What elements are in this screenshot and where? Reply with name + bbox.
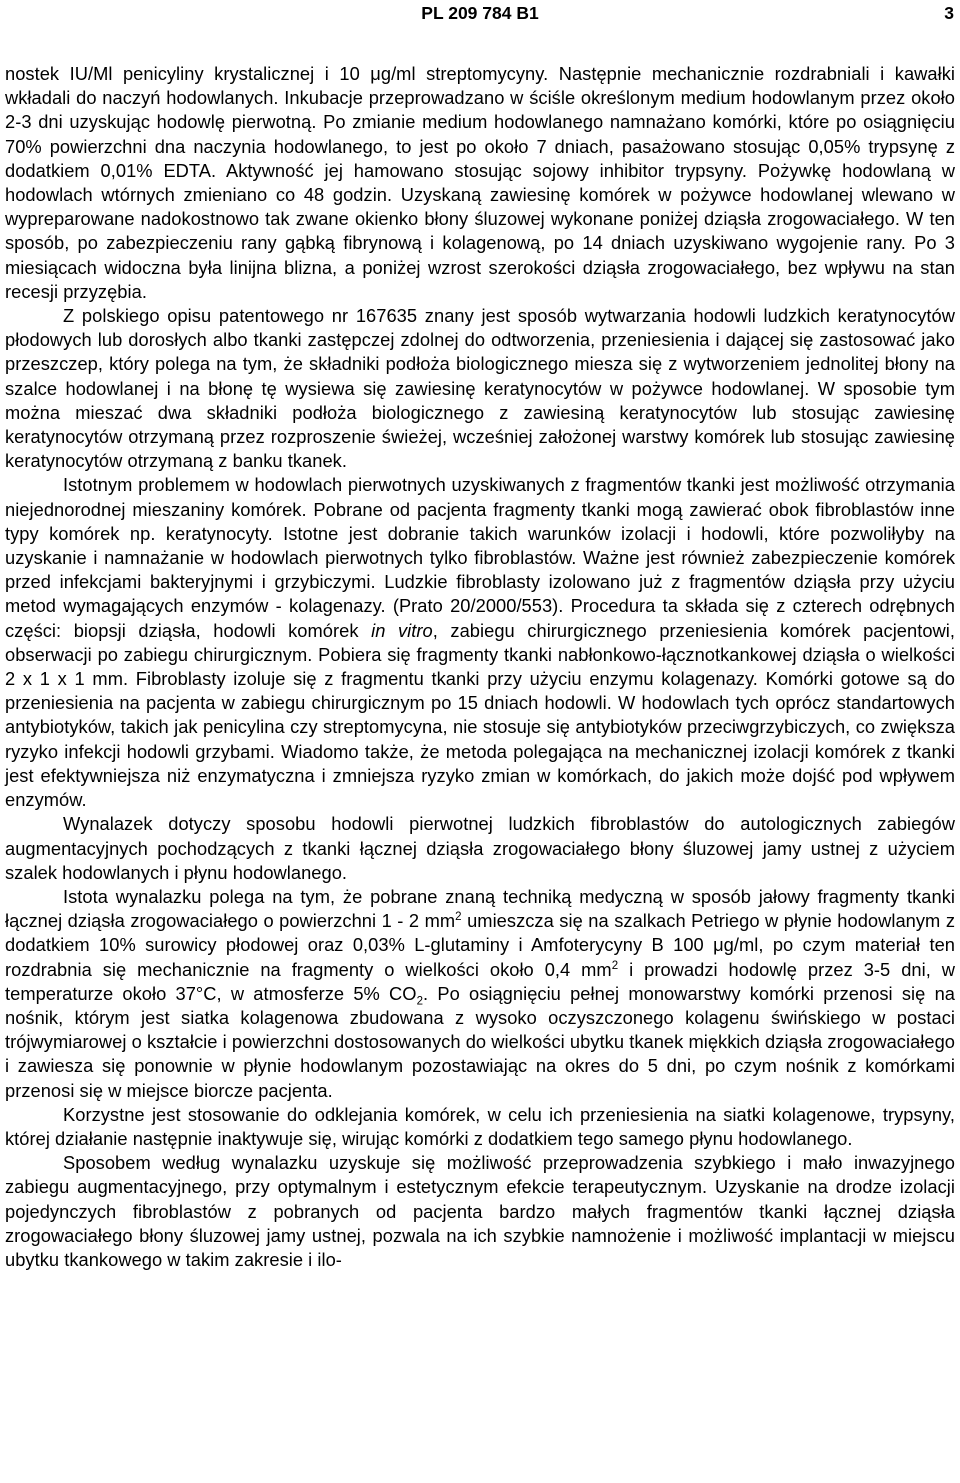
subscript: 2 [416, 995, 423, 1008]
text-segment: umieszcza się na szalkach Petriego w płynie hodowlanym z dodatkiem 10% surowicy płodowej oraz 0,03% L-glutaminy i Amfoterycyny B 100 μg/ml, po czym materiał ten rozdrabnia się mechanicznie na fragmenty o wielkości około 0,4 mm [5, 910, 955, 980]
paragraph [5, 1103, 955, 1151]
superscript: 2 [611, 959, 619, 972]
superscript: 2 [455, 911, 462, 924]
text-segment: i prowadzi hodowlę przez 3-5 dni, w temperaturze około 37°C, w atmosferze 5% CO [5, 958, 956, 1004]
paragraph [5, 812, 955, 885]
text-segment: Istota wynalazku polega na tym, że pobrane znaną techniką medyczną w sposób jałowy fragmenty tkanki łącznej dziąsła zrogowaciałego o powierzchni 1 - 2 mm [5, 885, 955, 932]
document-body [5, 62, 955, 1272]
text-segment: Wynalazek dotyczy sposobu hodowli pierwotnej ludzkich fibroblastów do autologicznych zabiegów augmentacyjnych pochodzących z tkanki łącznej dziąsła zrogowaciałego błony śluzowej jamy ustnej z użyciem szalek hodowlanych i płynu hodowlanego. [5, 813, 955, 883]
paragraph [5, 473, 955, 812]
page-header [0, 0, 960, 30]
text-segment: . Po osiągnięciu pełnej monowarstwy komórki przenosi się na nośnik, którym jest siatka kolagenowa zbudowana z wysoko oczyszczonego kolagenu świńskiego w postaci trójwymiarowej o kształcie i powierzchni dostosowanych do wielkości ubytku tkanek miękkich dziąsła zrogowaciałego i zawiesza się ponownie w płynie hodowlanym pozostawiając na okres do 5 dni, po czym nośnik z komórkami przenosi się w miejsce biorcze pacjenta. [5, 982, 955, 1101]
text-segment: , zabiegu chirurgicznego przeniesienia komórek pacjentowi, obserwacji po zabiegu chirurgicznym. Pobiera się fragmenty tkanki nabłonkowo-łącznotkankowej dziąsła o wielkości 2 x 1 x 1 mm. Fibroblasty izoluje się z fragmentu tkanki przy użyciu enzymu kolagenazy. Komórki gotowe są do przeniesienia na pacjenta w zabiegu chirurgicznym po 15 dniach hodowli. W hodowlach tych oprócz standartowych antybiotyków, takich jak penicylina czy streptomycyna, nie stosuje się antybiotyków przeciwgrzybiczych, co zwiększa ryzyko infekcji hodowli grzybami. Wiadomo także, że metoda polegająca na mechanicznej izolacji komórek z tkanki jest efektywniejsza niż enzymatyczna i zmniejsza ryzyko zmian w komórkach, do jakich może dojść pod wpływem enzymów. [5, 619, 955, 811]
patent-number: PL 209 784 B1 [421, 3, 539, 23]
text-segment: nostek IU/Ml penicyliny krystalicznej i 10 μg/ml streptomycyny. Następnie mechanicznie rozdrabniali i kawałki wkładali do naczyń hodowlanych. Inkubacje przeprowadzano w ściśle określonym medium hodowlanym przez około 2-3 dni uzyskując hodowlę pierwotną. Po zmianie medium hodowlanego namnażano komórki, które po osiągnięciu 70% powierzchni dna naczynia hodowlanego, to jest po około 7 dniach, pasażowano stosując 0,05% trypsynę z dodatkiem 0,01% EDTA. Aktywność jej hamowano stosując sojowy inhibitor trypsyny. Pożywkę hodowlaną w hodowlach wtórnych zmieniano co 48 godzin. Uzyskaną zawiesinę komórek w pożywce hodowlanej wlewano w wypreparowane nadokostnowo tak zwane okienko błony śluzowej wykonane poniżej dziąsła zrogowaciałego. W ten sposób, po zabezpieczeniu rany gąbką fibrynową i kolagenową, po 14 dniach uzyskiwano wygojenie rany. Po 3 miesiącach widoczna była linijna blizna, a poniżej wzrost szerokości dziąsła zrogowaciałego, bez wpływu na stan recesji przyzębia. [5, 63, 955, 302]
paragraph [5, 1151, 955, 1272]
page-number: 3 [944, 3, 954, 23]
text-segment: Korzystne jest stosowanie do odklejania komórek, w celu ich przeniesienia na siatki kolagenowe, trypsyny, której działanie następnie inaktywuje się, wirując komórki z dodatkiem tego samego płynu hodowlanego. [5, 1103, 955, 1149]
text-segment: Istotnym problemem w hodowlach pierwotnych uzyskiwanych z fragmentów tkanki jest możliwość otrzymania niejednorodnej mieszaniny komórek. Pobrane od pacjenta fragmenty tkanki mogą zawierać obok fibroblastów inne typy komórek np. keratynocyty. Istotne jest dobranie takich warunków izolacji i hodowli, które pozwoliłyby na uzyskanie i namnażanie w hodowlach pierwotnych tylko fibroblastów. Ważne jest również zabezpieczenie komórek przed infekcjami bakteryjnymi i grzybiczymi. Ludzkie fibroblasty izolowano już z fragmentów dziąsła przy użyciu metod wymagających enzymów - kolagenazy. (Prato 20/2000/553). Procedura ta składa się z czterech odrębnych części: biopsji dziąsła, hodowli komórek [5, 474, 955, 641]
paragraph [5, 885, 955, 1103]
text-segment: Sposobem według wynalazku uzyskuje się możliwość przeprowadzenia szybkiego i mało inwazyjnego zabiegu augmentacyjnego, przy optymalnym i estetycznym efekcie terapeutycznym. Uzyskanie na drodze izolacji pojedynczych fibroblastów z pobranych od pacjenta bardzo małych fragmentów tkanki łącznej dziąsła zrogowaciałego błony śluzowej jamy ustnej, pozwala na ich szybkie namnożenie i możliwość implantacji w miejscu ubytku tkankowego w takim zakresie i ilo- [5, 1152, 955, 1270]
paragraph [5, 304, 955, 473]
paragraph [5, 62, 955, 304]
italic-text: in vitro [371, 619, 433, 641]
text-segment: Z polskiego opisu patentowego nr 167635 znany jest sposób wytwarzania hodowli ludzkich keratynocytów płodowych lub dorosłych albo tkanki zastępczej zdolnej do odtworzenia, przeniesienia i dającej się zastosować jako przeszczep, który polega na tym, że składniki podłoża biologicznego miesza się z wytworzeniem jednolitej błony na szalce hodowlanej i na błonę tę wysiewa się zawiesinę keratynocytów w pożywce hodowlanej. W sposobie tym można mieszać dwa składniki podłoża biologicznego z zawiesiną keratynocytów lub stosując zawiesinę keratynocytów otrzymaną przez rozproszenie świeżej, wcześniej założonej warstwy komórek lub stosując zawiesinę keratynocytów otrzymaną z banku tkanek. [5, 305, 955, 472]
